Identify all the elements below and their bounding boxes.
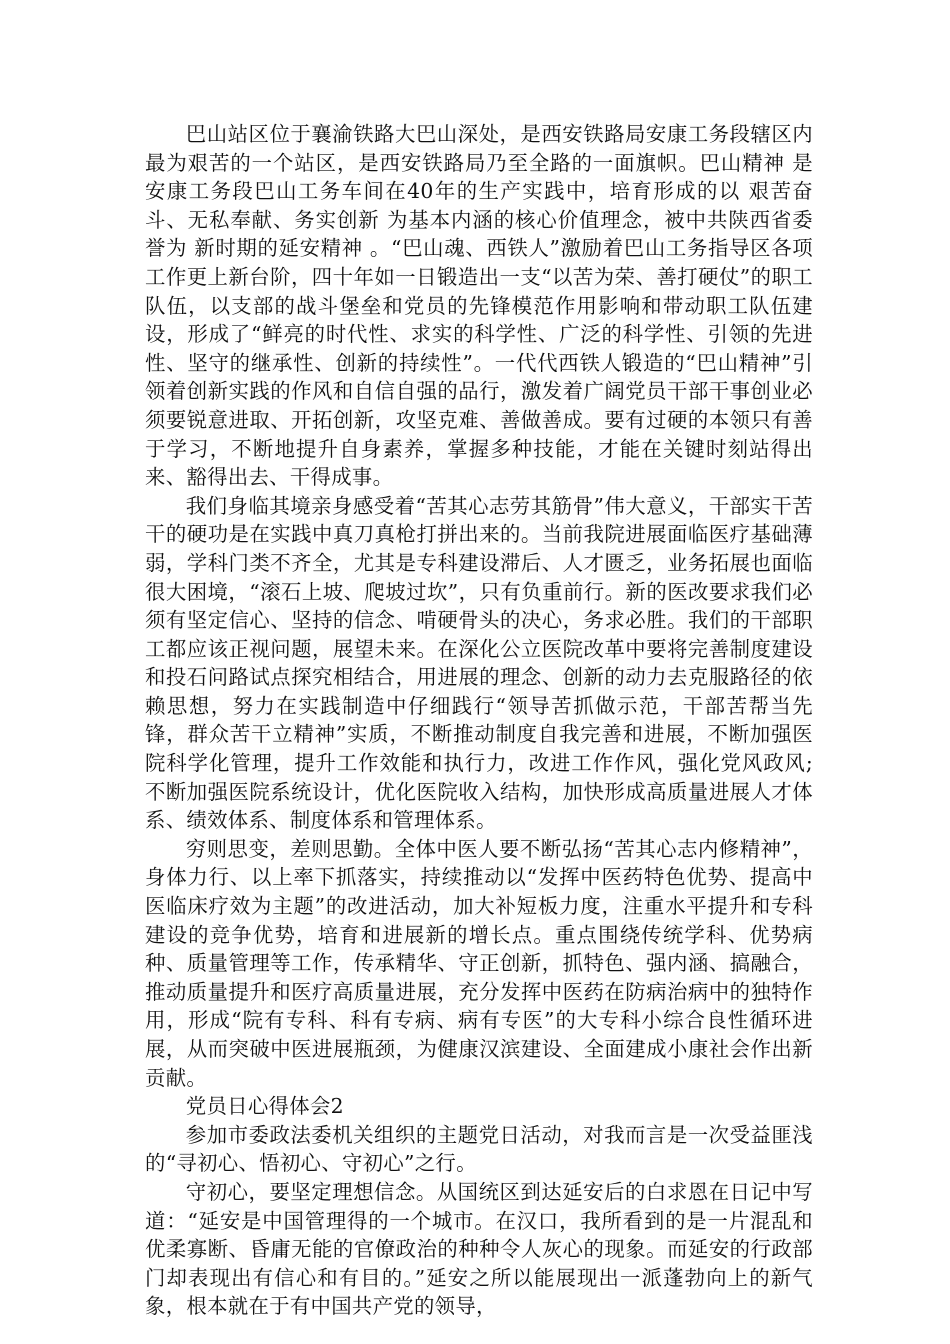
paragraph-party-day-activity: 参加市委政法委机关组织的主题党日活动，对我而言是一次受益匪浅的“寻初心、悟初心、守初心”之行。 xyxy=(145,1122,813,1176)
document-body xyxy=(145,120,813,1321)
paragraph-hardship-experience: 我们身临其境亲身感受着“苦其心志劳其筋骨”伟大意义，干部实干苦干的硬功是在实践中真刀真枪打拼出来的。当前我院进展面临医疗基础薄弱，学科门类不齐全，尤其是专科建设滞后、人才匮乏，业务拓展也面临很大困境，“滚石上坡、爬坡过坎”，只有负重前行。新的医改要求我们必须有坚定信心、坚持的信念、啃硬骨头的决心，务求必胜。我们的干部职工都应该正视问题，展望未来。在深化公立医院改革中要将完善制度建设和投石问路试点探究相结合，用进展的理念、创新的动力去克服路径的依赖思想，努力在实践制造中仔细践行“领导苦抓做示范，干部苦帮当先锋，群众苦干立精神”实质，不断推动制度自我完善和进展，不断加强医院科学化管理，提升工作效能和执行力，改进工作作风，强化党风政风;不断加强医院系统设计，优化医院收入结构，加快形成高质量进展人才体系、绩效体系、制度体系和管理体系。 xyxy=(145,493,813,833)
paragraph-tcm-development: 穷则思变，差则思勤。全体中医人要不断弘扬“苦其心志内修精神”，身体力行、以上率下抓落实，持续推动以“发挥中医药特色优势、提高中医临床疗效为主题”的改进活动，加大补短板力度，注重水平提升和专科建设的竞争优势，培育和进展新的增长点。重点围绕传统学科、优势病种、质量管理等工作，传承精华、守正创新，抓特色、强内涵、搞融合，推动质量提升和医疗高质量进展，充分发挥中医药在防病治病中的独特作用，形成“院有专科、科有专病、病有专医”的大专科小综合良性循环进展，从而突破中医进展瓶颈，为健康汉滨建设、全面建成小康社会作出新贡献。 xyxy=(145,836,813,1090)
section-title: 党员日心得体会2 xyxy=(185,1094,344,1119)
paragraph-bashan-spirit: 巴山站区位于襄渝铁路大巴山深处，是西安铁路局安康工务段辖区内最为艰苦的一个站区，是西安铁路局乃至全路的一面旗帜。巴山精神 是安康工务段巴山工务车间在40年的生产实践中，培育形成的以 艰苦奋斗、无私奉献、务实创新 为基本内涵的核心价值理念，被中共陕西省委誉为 新时期的延安精神 。“巴山魂、西铁人”激励着巴山工务指导区各项工作更上新台阶，四十年如一日锻造出一支“以苦为荣、善打硬仗”的职工队伍，以支部的战斗堡垒和党员的先锋模范作用影响和带动职工队伍建设，形成了“鲜亮的时代性、求实的科学性、广泛的科学性、引领的先进性、坚守的继承性、创新的持续性”。一代代西铁人锻造的“巴山精神”引领着创新实践的作风和自信自强的品行，激发着广阔党员干部干事创业必须要锐意进取、开拓创新，攻坚克难、善做善成。要有过硬的本领只有善于学习，不断地提升自身素养，掌握多种技能，才能在关键时刻站得出来、豁得出去、干得成事。 xyxy=(145,122,813,490)
paragraph-keep-original-aspiration: 守初心，要坚定理想信念。从国统区到达延安后的白求恩在日记中写道：“延安是中国管理得的一个城市。在汉口，我所看到的是一片混乱和优柔寡断、昏庸无能的官僚政治的种种令人灰心的现象。而延安的行政部门却表现出有信心和有目的。”延安之所以能展现出一派蓬勃向上的新气象，根本就在于有中国共产党的领导， xyxy=(145,1179,813,1319)
